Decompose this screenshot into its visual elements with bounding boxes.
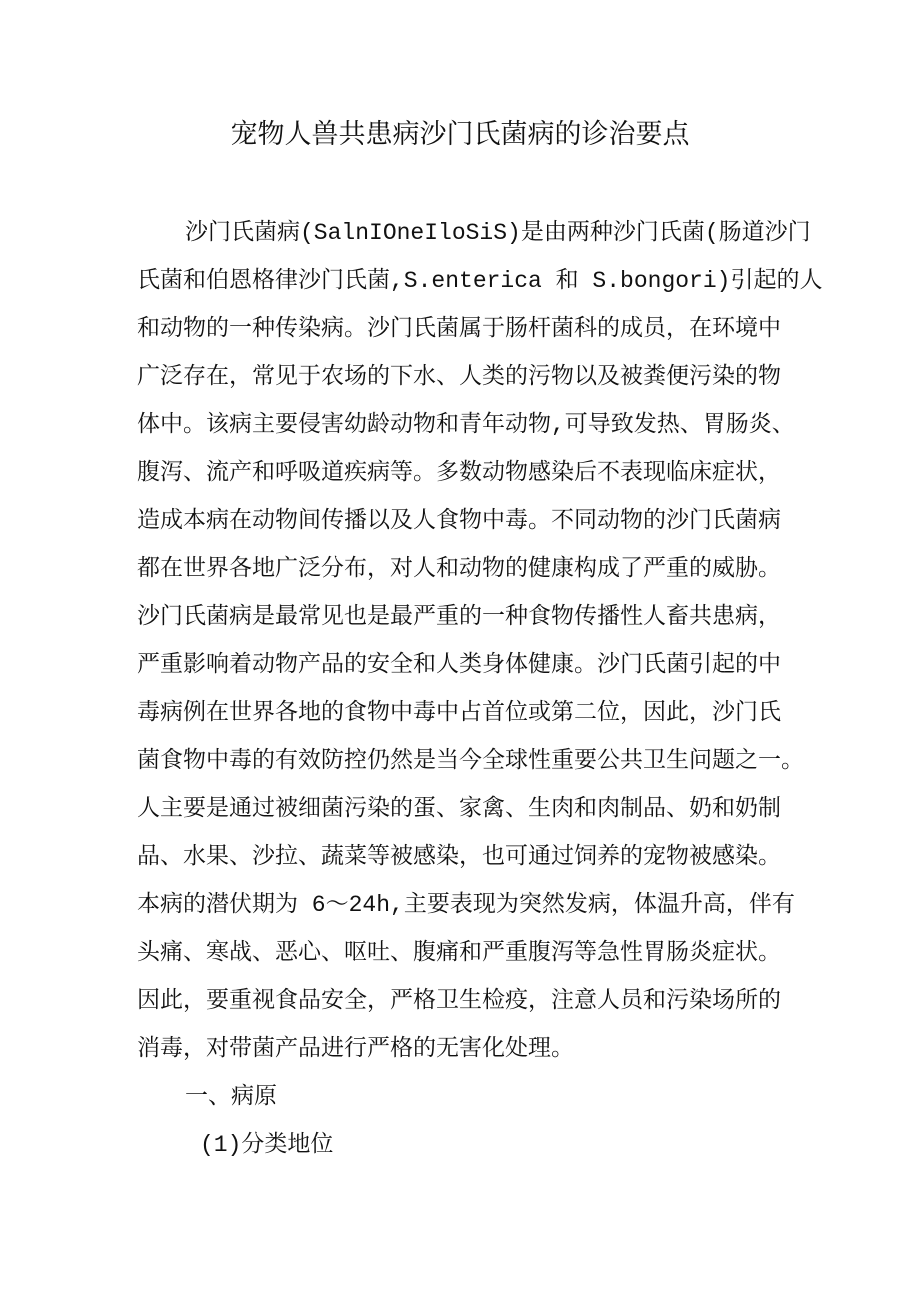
- paragraph-line: 沙门氏菌病(SalnIOneIloSiS)是由两种沙门氏菌(肠道沙门: [185, 220, 811, 246]
- document-title: 宠物人兽共患病沙门氏菌病的诊治要点: [230, 122, 690, 152]
- paragraph-line: 毒病例在世界各地的食物中毒中占首位或第二位，因此，沙门氏: [137, 700, 781, 726]
- paragraph-line: 品、水果、沙拉、蔬菜等被感染，也可通过饲养的宠物被感染。: [137, 844, 781, 870]
- paragraph-line: 本病的潜伏期为 6～24h,主要表现为突然发病，体温升高，伴有: [137, 892, 795, 918]
- document-body: [137, 209, 897, 1169]
- paragraph-line: 头痛、寒战、恶心、呕吐、腹痛和严重腹泻等急性胃肠炎症状。: [137, 940, 781, 966]
- paragraph-line: 沙门氏菌病是最常见也是最严重的一种食物传播性人畜共患病，: [137, 604, 781, 630]
- paragraph-line: 严重影响着动物产品的安全和人类身体健康。沙门氏菌引起的中: [137, 652, 781, 678]
- paragraph-line: 和动物的一种传染病。沙门氏菌属于肠杆菌科的成员，在环境中: [137, 316, 781, 342]
- paragraph-line: 因此，要重视食品安全，严格卫生检疫，注意人员和污染场所的: [137, 988, 781, 1014]
- subsection-heading: (1)分类地位: [200, 1132, 334, 1158]
- paragraph-line: 菌食物中毒的有效防控仍然是当今全球性重要公共卫生问题之一。: [137, 748, 804, 774]
- paragraph-line: 人主要是通过被细菌污染的蛋、家禽、生肉和肉制品、奶和奶制: [137, 796, 781, 822]
- paragraph-line: 体中。该病主要侵害幼龄动物和青年动物,可导致发热、胃肠炎、: [137, 412, 795, 438]
- paragraph-line: 氏菌和伯恩格律沙门氏菌,S.enterica 和 S.bongori)引起的人: [137, 268, 823, 294]
- paragraph-line: 造成本病在动物间传播以及人食物中毒。不同动物的沙门氏菌病: [137, 508, 781, 534]
- paragraph-line: 都在世界各地广泛分布，对人和动物的健康构成了严重的威胁。: [137, 556, 781, 582]
- paragraph-line: 腹泻、流产和呼吸道疾病等。多数动物感染后不表现临床症状，: [137, 460, 781, 486]
- paragraph-line: 消毒，对带菌产品进行严格的无害化处理。: [137, 1036, 574, 1062]
- paragraph-line: 广泛存在，常见于农场的下水、人类的污物以及被粪便污染的物: [137, 364, 781, 390]
- section-heading: 一、病原: [185, 1084, 277, 1110]
